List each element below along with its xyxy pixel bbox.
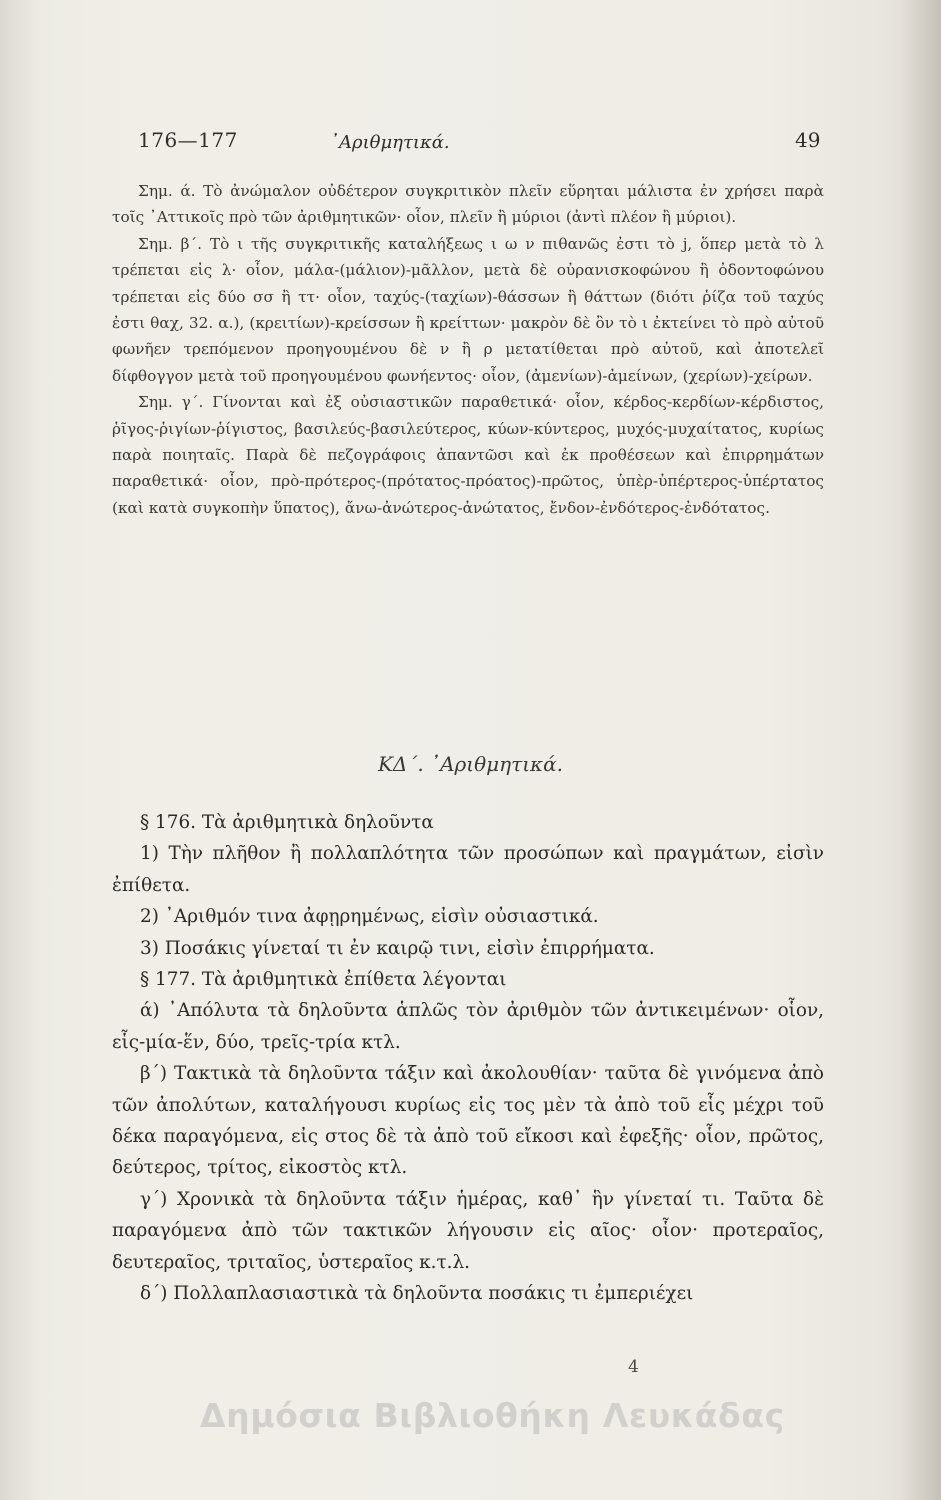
library-watermark: Δημόσια Βιβλιοθήκη Λευκάδας — [200, 1396, 785, 1435]
notes-block — [112, 178, 824, 521]
running-header — [0, 128, 941, 168]
note-paragraph: Σημ. γ΄. Γίνονται καὶ ἐξ οὐσιαστικῶν παραθετικά· οἷον, κέρδος-κερδίων-κέρδιστος, ῥῖγος-ῥιγίων-ῥίγιστος, βασιλεύς-βασιλεύτερος, κύων-κύντερος, μυχός-μυχαίτατος, κυρίως παρὰ ποιηταῖς. Παρὰ δὲ πεζογράφοις ἀπαντῶσι καὶ ἐκ προθέσεων καὶ ἐπιρρημάτων παραθετικά· οἷον, πρὸ-πρότερος-(πρότατος-πρόατος)-πρῶτος, ὑπὲρ-ὑπέρτερος-ὑπέρτατος (καὶ κατὰ συγκοπὴν ὕπατος), ἄνω-ἀνώτερος-ἀνώτατος, ἔνδον-ἐνδότερος-ἐνδότατος. — [112, 393, 824, 517]
note-paragraph: Σημ. ά. Τὸ ἀνώμαλον οὐδέτερον συγκριτικὸν πλεῖν εὕρηται μάλιστα ἐν χρήσει παρὰ τοῖς ᾿Αττικοῖς πρὸ τῶν ἀριθμητικῶν· οἷον, πλεῖν ἢ μύριοι (ἀντὶ πλέον ἢ μύριοι). — [112, 182, 824, 227]
section-range: 176—177 — [138, 128, 238, 152]
body-paragraph: 2) ᾿Αριθμόν τινα ἀφῃρημένως, εἰσὶν οὐσιαστικά. — [140, 906, 599, 928]
body-paragraph: 1) Τὴν πλῆθον ἢ πολλαπλότητα τῶν προσώπων καὶ πραγμάτων, εἰσὶν ἐπίθετα. — [112, 843, 824, 896]
section-heading: ΚΔ΄. ᾿Αριθμητικά. — [377, 752, 564, 776]
page-number: 49 — [795, 128, 821, 152]
signature-mark: 4 — [628, 1357, 639, 1377]
body-paragraph: γ΄) Χρονικὰ τὰ δηλοῦντα τάξιν ἡμέρας, καθ᾿ ἣν γίνεταί τι. Ταῦτα δὲ παραγόμενα ἀπὸ τῶν τακτικῶν λήγουσιν εἰς αῖος· οἷον· προτεραῖος, δευτεραῖος, τριταῖος, ὑστεραῖος κ.τ.λ. — [112, 1188, 824, 1273]
running-title: ᾿Αριθμητικά. — [330, 132, 450, 153]
body-paragraph: 3) Ποσάκις γίνεταί τι ἐν καιρῷ τινι, εἰσὶν ἐπιρρήματα. — [140, 937, 655, 959]
body-paragraph: § 176. Τὰ ἀριθμητικὰ δηλοῦντα — [140, 812, 434, 833]
body-paragraph: δ΄) Πολλαπλασιαστικὰ τὰ δηλοῦντα ποσάκις τι ἐμπεριέχει — [140, 1283, 694, 1305]
body-paragraph: β΄) Τακτικὰ τὰ δηλοῦντα τάξιν καὶ ἀκολουθίαν· ταῦτα δὲ γινόμενα ἀπὸ τῶν ἀπολύτων, καταλήγουσι κυρίως εἰς τος μὲν τὰ ἀπὸ τοῦ εἷς μέχρι τοῦ δέκα παραγόμενα, εἰς στος δὲ τὰ ἀπὸ τοῦ εἴκοσι καὶ ἐφεξῆς· οἷον, πρῶτος, δεύτερος, τρίτος, εἰκοστὸς κτλ. — [112, 1063, 824, 1179]
main-text — [112, 807, 824, 1310]
body-paragraph: ά) ᾿Απόλυτα τὰ δηλοῦντα ἁπλῶς τὸν ἀριθμὸν τῶν ἀντικειμένων· οἷον, εἷς-μία-ἕν, δύο, τρεῖς-τρία κτλ. — [112, 1000, 824, 1053]
note-paragraph: Σημ. β΄. Τὸ ι τῆς συγκριτικῆς καταλήξεως ι ω ν πιθανῶς ἐστι τὸ j, ὅπερ μετὰ τὸ λ τρέπεται εἰς λ· οἷον, μάλα-(μάλιον)-μᾶλλον, μετὰ δὲ οὐρανισκοφώνου ἢ ὀδοντοφώνου τρέπεται εἰς δύο σσ ἢ ττ· οἷον, ταχύς-(ταχίων)-θάσσων ἢ θάττων (διότι ῥίζα τοῦ ταχύς ἐστι θαχ, 32. α.), (κρειτίων)-κρείσσων ἢ κρείττων· μακρὸν δὲ ὂν τὸ ι ἐκτείνει τὸ πρὸ αὐτοῦ φωνῆεν τρεπόμενον προηγουμένου δὲ ν ἢ ρ μετατίθεται πρὸ αὐτοῦ, καὶ ἀποτελεῖ δίφθογγον μετὰ τοῦ προηγουμένου φωνήεντος· οἷον, (ἀμενίων)-ἀμείνων, (χερίων)-χείρων. — [112, 234, 824, 385]
body-paragraph: § 177. Τὰ ἀριθμητικὰ ἐπίθετα λέγονται — [140, 969, 507, 991]
